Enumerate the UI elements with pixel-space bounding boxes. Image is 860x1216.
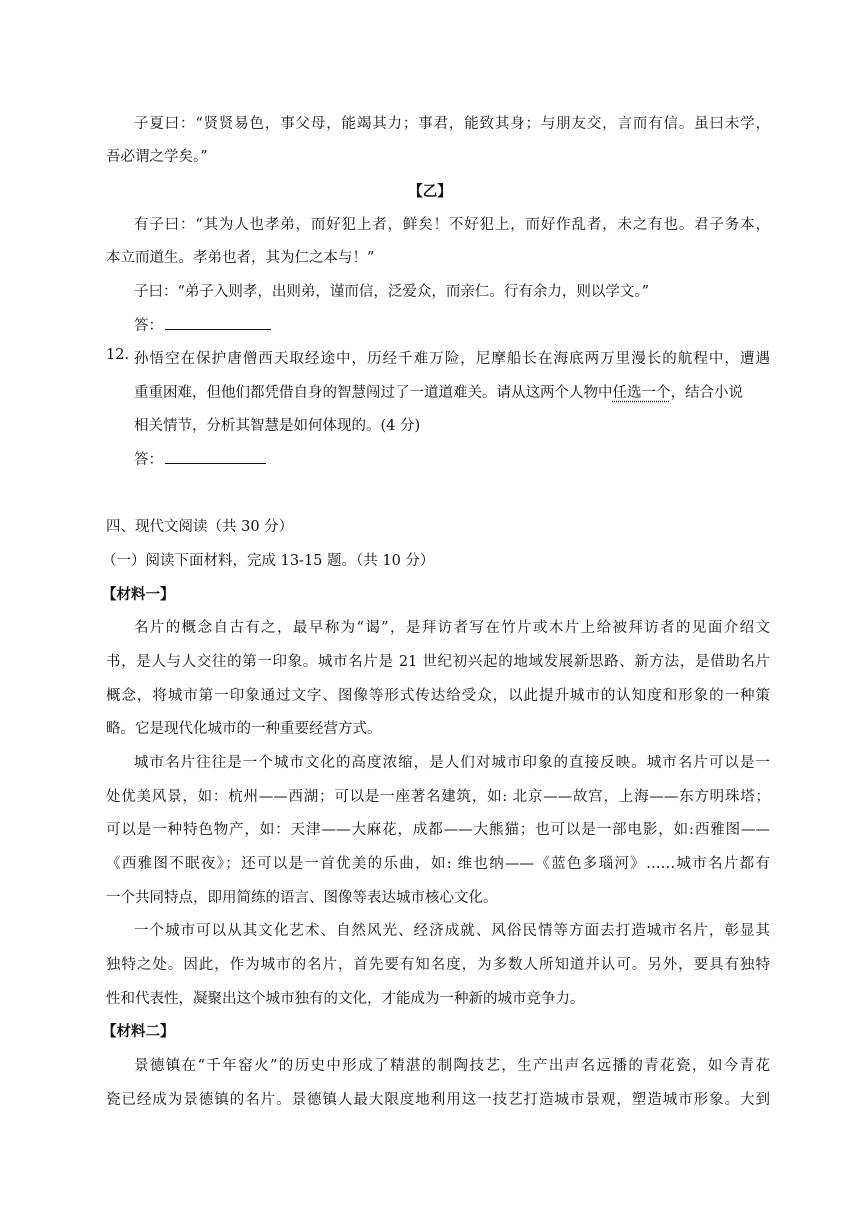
material-1-p3-line-1: 一个城市可以从其文化艺术、自然风光、经济成就、风俗民情等方面去打造城市名片，彰显其: [134, 923, 770, 939]
q12-line-2-pre: 重重困难，但他们都凭借自身的智慧闯过了一道道难关。请从这两个人物中: [134, 385, 613, 401]
q11-answer-blank[interactable]: [165, 315, 271, 330]
section-4-title: 四、现代文阅读（共 30 分）: [106, 519, 294, 535]
passage-yi-p1-line-1: 有子曰：“其为人也孝弟，而好犯上者，鲜矣！不好犯上，而好作乱者，未之有也。君子务本，: [134, 217, 770, 233]
material-1-p2-line-2: 处优美风景，如：杭州——西湖；可以是一座著名建筑，如: 北京——故宫，上海——东方明珠塔；: [106, 789, 770, 805]
passage-jia-line-1: 子夏曰：“贤贤易色，事父母，能竭其力；事君，能致其身；与朋友交，言而有信。虽曰未学，: [134, 116, 770, 132]
q12-line-2: [134, 381, 743, 402]
material-1-p3-line-3: 性和代表性，凝聚出这个城市独有的文化，才能成为一种新的城市竞争力。: [106, 991, 585, 1007]
q12-number: 12.: [106, 347, 130, 363]
passage-yi-heading: 【乙】: [408, 183, 452, 200]
q11-answer-label: 答：: [134, 318, 163, 334]
section-4-sub-1: （一）阅读下面材料，完成 13-15 题。（共 10 分）: [102, 553, 435, 569]
material-1-p3-line-2: 独特之处。因此，作为城市的名片，首先要有知名度，为多数人所知道并认可。另外，要具有独特: [106, 957, 770, 973]
q12-answer-blank[interactable]: [165, 449, 266, 464]
q11-answer: [134, 314, 271, 335]
material-1-p2-line-1: 城市名片往往是一个城市文化的高度浓缩，是人们对城市印象的直接反映。城市名片可以是一: [134, 755, 770, 771]
q12-line-3: 相关情节，分析其智慧是如何体现的。(4 分): [134, 418, 421, 434]
material-1-p1-line-3: 概念，将城市第一印象通过文字、图像等形式传达给受众，以此提升城市的认知度和形象的一种策: [106, 688, 770, 704]
q12-answer: [134, 448, 266, 469]
material-1-p2-line-5: 一个共同特点，即用简练的语言、图像等表达城市核心文化。: [106, 890, 498, 906]
q12-line-1: 孙悟空在保护唐僧西天取经途中，历经千难万险，尼摩船长在海底两万里漫长的航程中，遭遇: [134, 351, 770, 367]
material-1-p2-line-4: 《西雅图不眠夜》；还可以是一首优美的乐曲，如: 维也纳——《蓝色多瑙河》……城市名片都有: [106, 856, 770, 872]
passage-yi-p2: 子曰：“弟子入则孝，出则弟，谨而信，泛爱众，而亲仁。行有余力，则以学文。”: [134, 284, 650, 300]
material-1-p1-line-2: 书，是人与人交往的第一印象。城市名片是 21 世纪初兴起的地域发展新思路、新方法，是借助名片: [106, 654, 770, 670]
material-2-heading: 【材料二】: [102, 1023, 175, 1040]
material-1-heading: 【材料一】: [102, 586, 175, 603]
material-1-p2-line-3: 可以是一种特色物产，如：天津——大麻花，成都——大熊猫；也可以是一部电影，如:西雅图——: [106, 822, 770, 838]
passage-yi-p1-line-2: 本立而道生。孝弟也者，其为仁之本与！”: [106, 250, 375, 266]
q12-answer-label: 答：: [134, 452, 163, 468]
q12-emphasis: 任选一个: [612, 385, 671, 401]
q12-line-2-post: ，结合小说: [670, 385, 743, 401]
passage-jia-line-2: 吾必谓之学矣。”: [106, 149, 208, 165]
material-2-p1-line-1: 景德镇在“千年窑火”的历史中形成了精湛的制陶技艺，生产出声名远播的青花瓷，如今青花: [134, 1058, 770, 1074]
material-1-p1-line-4: 略。它是现代化城市的一种重要经营方式。: [106, 721, 382, 737]
material-2-p1-line-2: 瓷已经成为景德镇的名片。景德镇人最大限度地利用这一技艺打造城市景观，塑造城市形象。大到: [106, 1092, 770, 1108]
material-1-p1-line-1: 名片的概念自古有之，最早称为“谒”，是拜访者写在竹片或木片上给被拜访者的见面介绍文: [134, 620, 770, 636]
